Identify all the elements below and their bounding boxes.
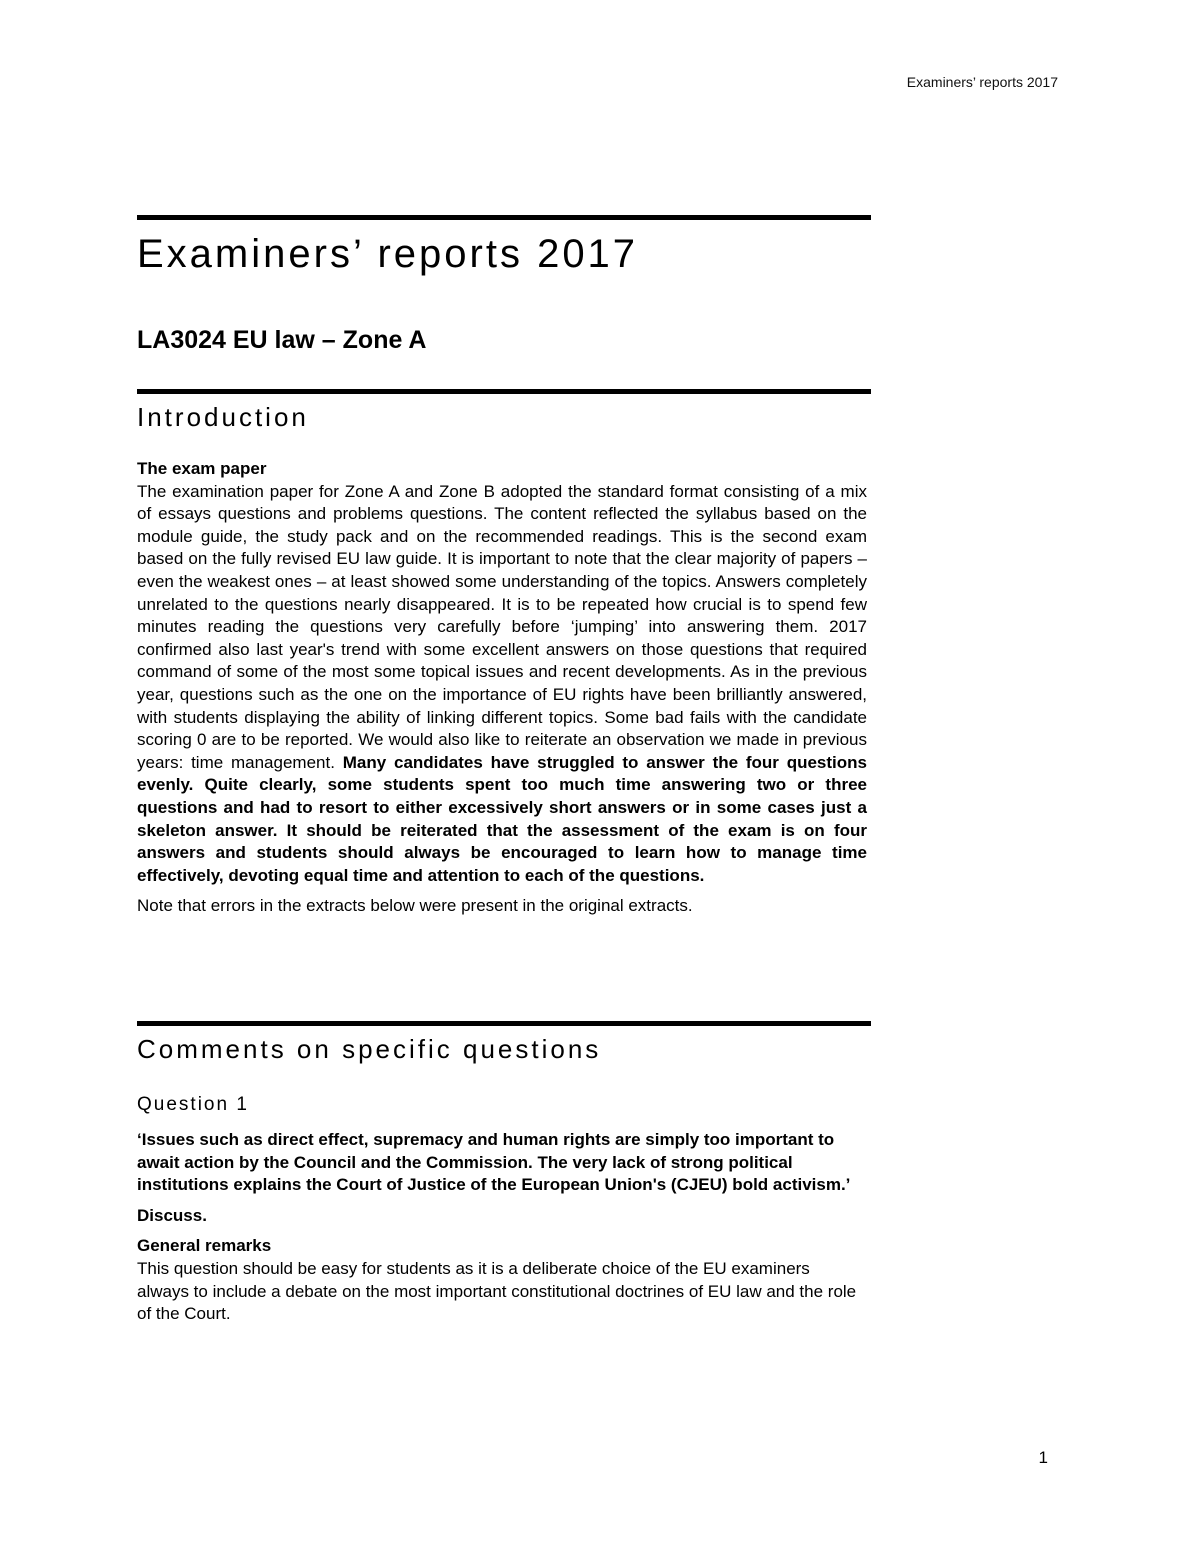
introduction-heading: Introduction [137, 402, 309, 432]
exam-paper-paragraph [137, 481, 867, 888]
question-1-heading: Question 1 [137, 1094, 249, 1115]
comments-rule [137, 1021, 871, 1026]
question-1-body [137, 1129, 857, 1326]
course-title: LA3024 EU law – Zone A [137, 326, 427, 354]
report-title: Examiners’ reports 2017 [137, 232, 639, 276]
title-top-rule [137, 215, 871, 220]
time-management-emphasis: Many candidates have struggled to answer the four questions evenly. Quite clearly, some students spent too much time answering two or three questions and had to resort to either excessively short answers or in some cases just a skeleton answer. It should be reiterated that the assessment of the exam is on four answers and students should always be encouraged to learn how to manage time effectively, devoting equal time and attention to each of the questions. [137, 752, 867, 885]
exam-paper-text: The examination paper for Zone A and Zone B adopted the standard format consisting of a mix of essays questions and problems questions. The content reflected the syllabus based on the module guide, the study pack and on the recommended readings. This is the second exam based on the fully revised EU law guide. It is important to note that the clear majority of papers – even the weakest ones – at least showed some understanding of the topics. Answers completely unrelated to the questions nearly disappeared. It is to be repeated how crucial is to spend few minutes reading the questions very carefully before ‘jumping’ into answering them. 2017 confirmed also last year's trend with some excellent answers on those questions that required command of some of the most some topical issues and recent developments. As in the previous year, questions such as the one on the importance of EU rights have been brilliantly answered, with students displaying the ability of linking different topics. Some bad fails with the candidate scoring 0 are to be reported. We would also like to reiterate an observation we made in previous years: time management. [137, 481, 867, 772]
extracts-note: Note that errors in the extracts below were present in the original extracts. [137, 896, 693, 916]
question-1-instruction: Discuss. [137, 1205, 207, 1225]
running-header: Examiners’ reports 2017 [906, 74, 1058, 90]
exam-paper-subheading: The exam paper [137, 459, 267, 478]
general-remarks-heading: General remarks [137, 1236, 272, 1256]
question-1-quote: ‘Issues such as direct effect, supremacy and human rights are simply too important to await action by the Council and the Commission. The very lack of strong political institutions explains the Court of Justice of the European Union's (CJEU) bold activism.’ [137, 1130, 851, 1195]
page-number: 1 [1038, 1448, 1048, 1467]
introduction-rule [137, 389, 871, 394]
comments-heading: Comments on specific questions [137, 1034, 602, 1064]
general-remarks-text: This question should be easy for students as it is a deliberate choice of the EU examiners always to include a debate on the most important constitutional doctrines of EU law and the role of the Court. [137, 1258, 857, 1324]
introduction-body [137, 458, 867, 918]
